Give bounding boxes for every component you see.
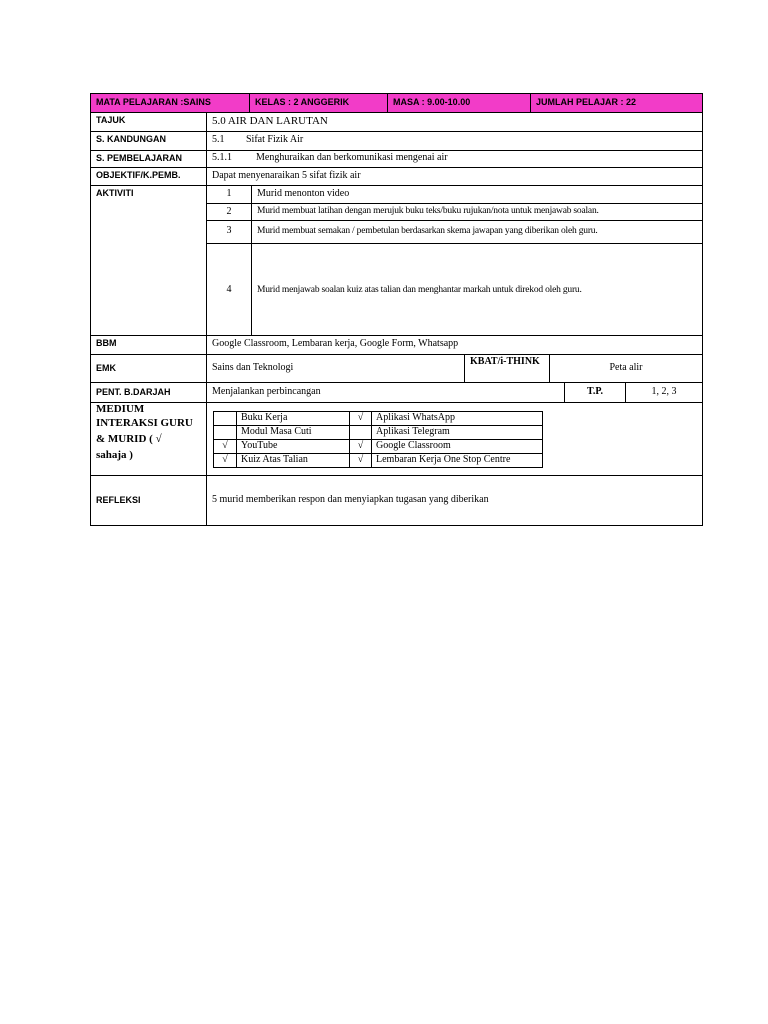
kbat-value: Peta alir [549,354,703,383]
medium-item-buku-kerja: Buku Kerja [236,411,350,426]
medium-check-lembaran-kerja: √ [349,453,372,468]
kandungan-label: S. KANDUNGAN [90,131,207,151]
pembelajaran-code: 5.1.1 [212,152,232,163]
aktiviti-text-3: Murid membuat semakan / pembetulan berdasarkan skema jawapan yang diberikan oleh guru. [251,220,703,244]
medium-label-line4: sahaja ) [96,449,133,461]
subject-header: MATA PELAJARAN :SAINS [90,93,250,113]
aktiviti-no-4: 4 [206,243,252,336]
objektif-value: Dapat menyenaraikan 5 sifat fizik air [206,167,703,186]
kbat-label: KBAT/i-THINK [464,354,550,383]
aktiviti-text-1: Murid menonton video [251,185,703,204]
aktiviti-no-2: 2 [206,203,252,221]
medium-label-line1: MEDIUM [96,403,145,415]
pembelajaran-cell [206,150,703,168]
kandungan-cell [206,131,703,151]
medium-label [90,402,207,476]
bbm-value: Google Classroom, Lembaran kerja, Google Form, Whatsapp [206,335,703,355]
medium-item-youtube: YouTube [236,439,350,454]
medium-check-kuiz: √ [213,453,237,468]
medium-item-whatsapp: Aplikasi WhatsApp [371,411,543,426]
refleksi-label: REFLEKSI [90,475,207,526]
aktiviti-label: AKTIVITI [90,185,207,336]
medium-item-modul: Modul Masa Cuti [236,425,350,440]
aktiviti-no-3: 3 [206,220,252,244]
pent-label: PENT. B.DARJAH [90,382,207,403]
tp-label: T.P. [564,382,626,403]
medium-check-youtube: √ [213,439,237,454]
kandungan-code: 5.1 [212,134,225,145]
tajuk-value: 5.0 AIR DAN LARUTAN [206,112,703,132]
medium-item-telegram: Aplikasi Telegram [371,425,543,440]
objektif-label: OBJEKTIF/K.PEMB. [90,167,207,186]
aktiviti-no-1: 1 [206,185,252,204]
medium-item-lembaran-kerja: Lembaran Kerja One Stop Centre [371,453,543,468]
emk-label: EMK [90,354,207,383]
aktiviti-text-4: Murid menjawab soalan kuiz atas talian dan menghantar markah untuk direkod oleh guru. [251,243,703,336]
students-header: JUMLAH PELAJAR : 22 [530,93,703,113]
medium-check-telegram [349,425,372,440]
medium-check-buku-kerja [213,411,237,426]
medium-check-modul [213,425,237,440]
aktiviti-text-2: Murid membuat latihan dengan merujuk buku teks/buku rujukan/nota untuk menjawab soalan. [251,203,703,221]
bbm-label: BBM [90,335,207,355]
emk-value: Sains dan Teknologi [206,354,465,383]
tp-value: 1, 2, 3 [625,382,703,403]
kandungan-value: Sifat Fizik Air [246,134,304,145]
medium-label-line3: & MURID ( √ [96,433,162,445]
pembelajaran-value: Menghuraikan dan berkomunikasi mengenai air [256,152,448,163]
medium-item-google-classroom: Google Classroom [371,439,543,454]
refleksi-value: 5 murid memberikan respon dan menyiapkan tugasan yang diberikan [206,475,703,526]
medium-check-whatsapp: √ [349,411,372,426]
medium-item-kuiz: Kuiz Atas Talian [236,453,350,468]
medium-label-line2: INTERAKSI GURU [96,417,193,429]
tajuk-label: TAJUK [90,112,207,132]
medium-check-google-classroom: √ [349,439,372,454]
medium-options-table [213,411,543,468]
pembelajaran-label: S. PEMBELAJARAN [90,150,207,168]
time-header: MASA : 9.00-10.00 [387,93,531,113]
class-header: KELAS : 2 ANGGERIK [249,93,388,113]
pent-value: Menjalankan perbincangan [206,382,565,403]
